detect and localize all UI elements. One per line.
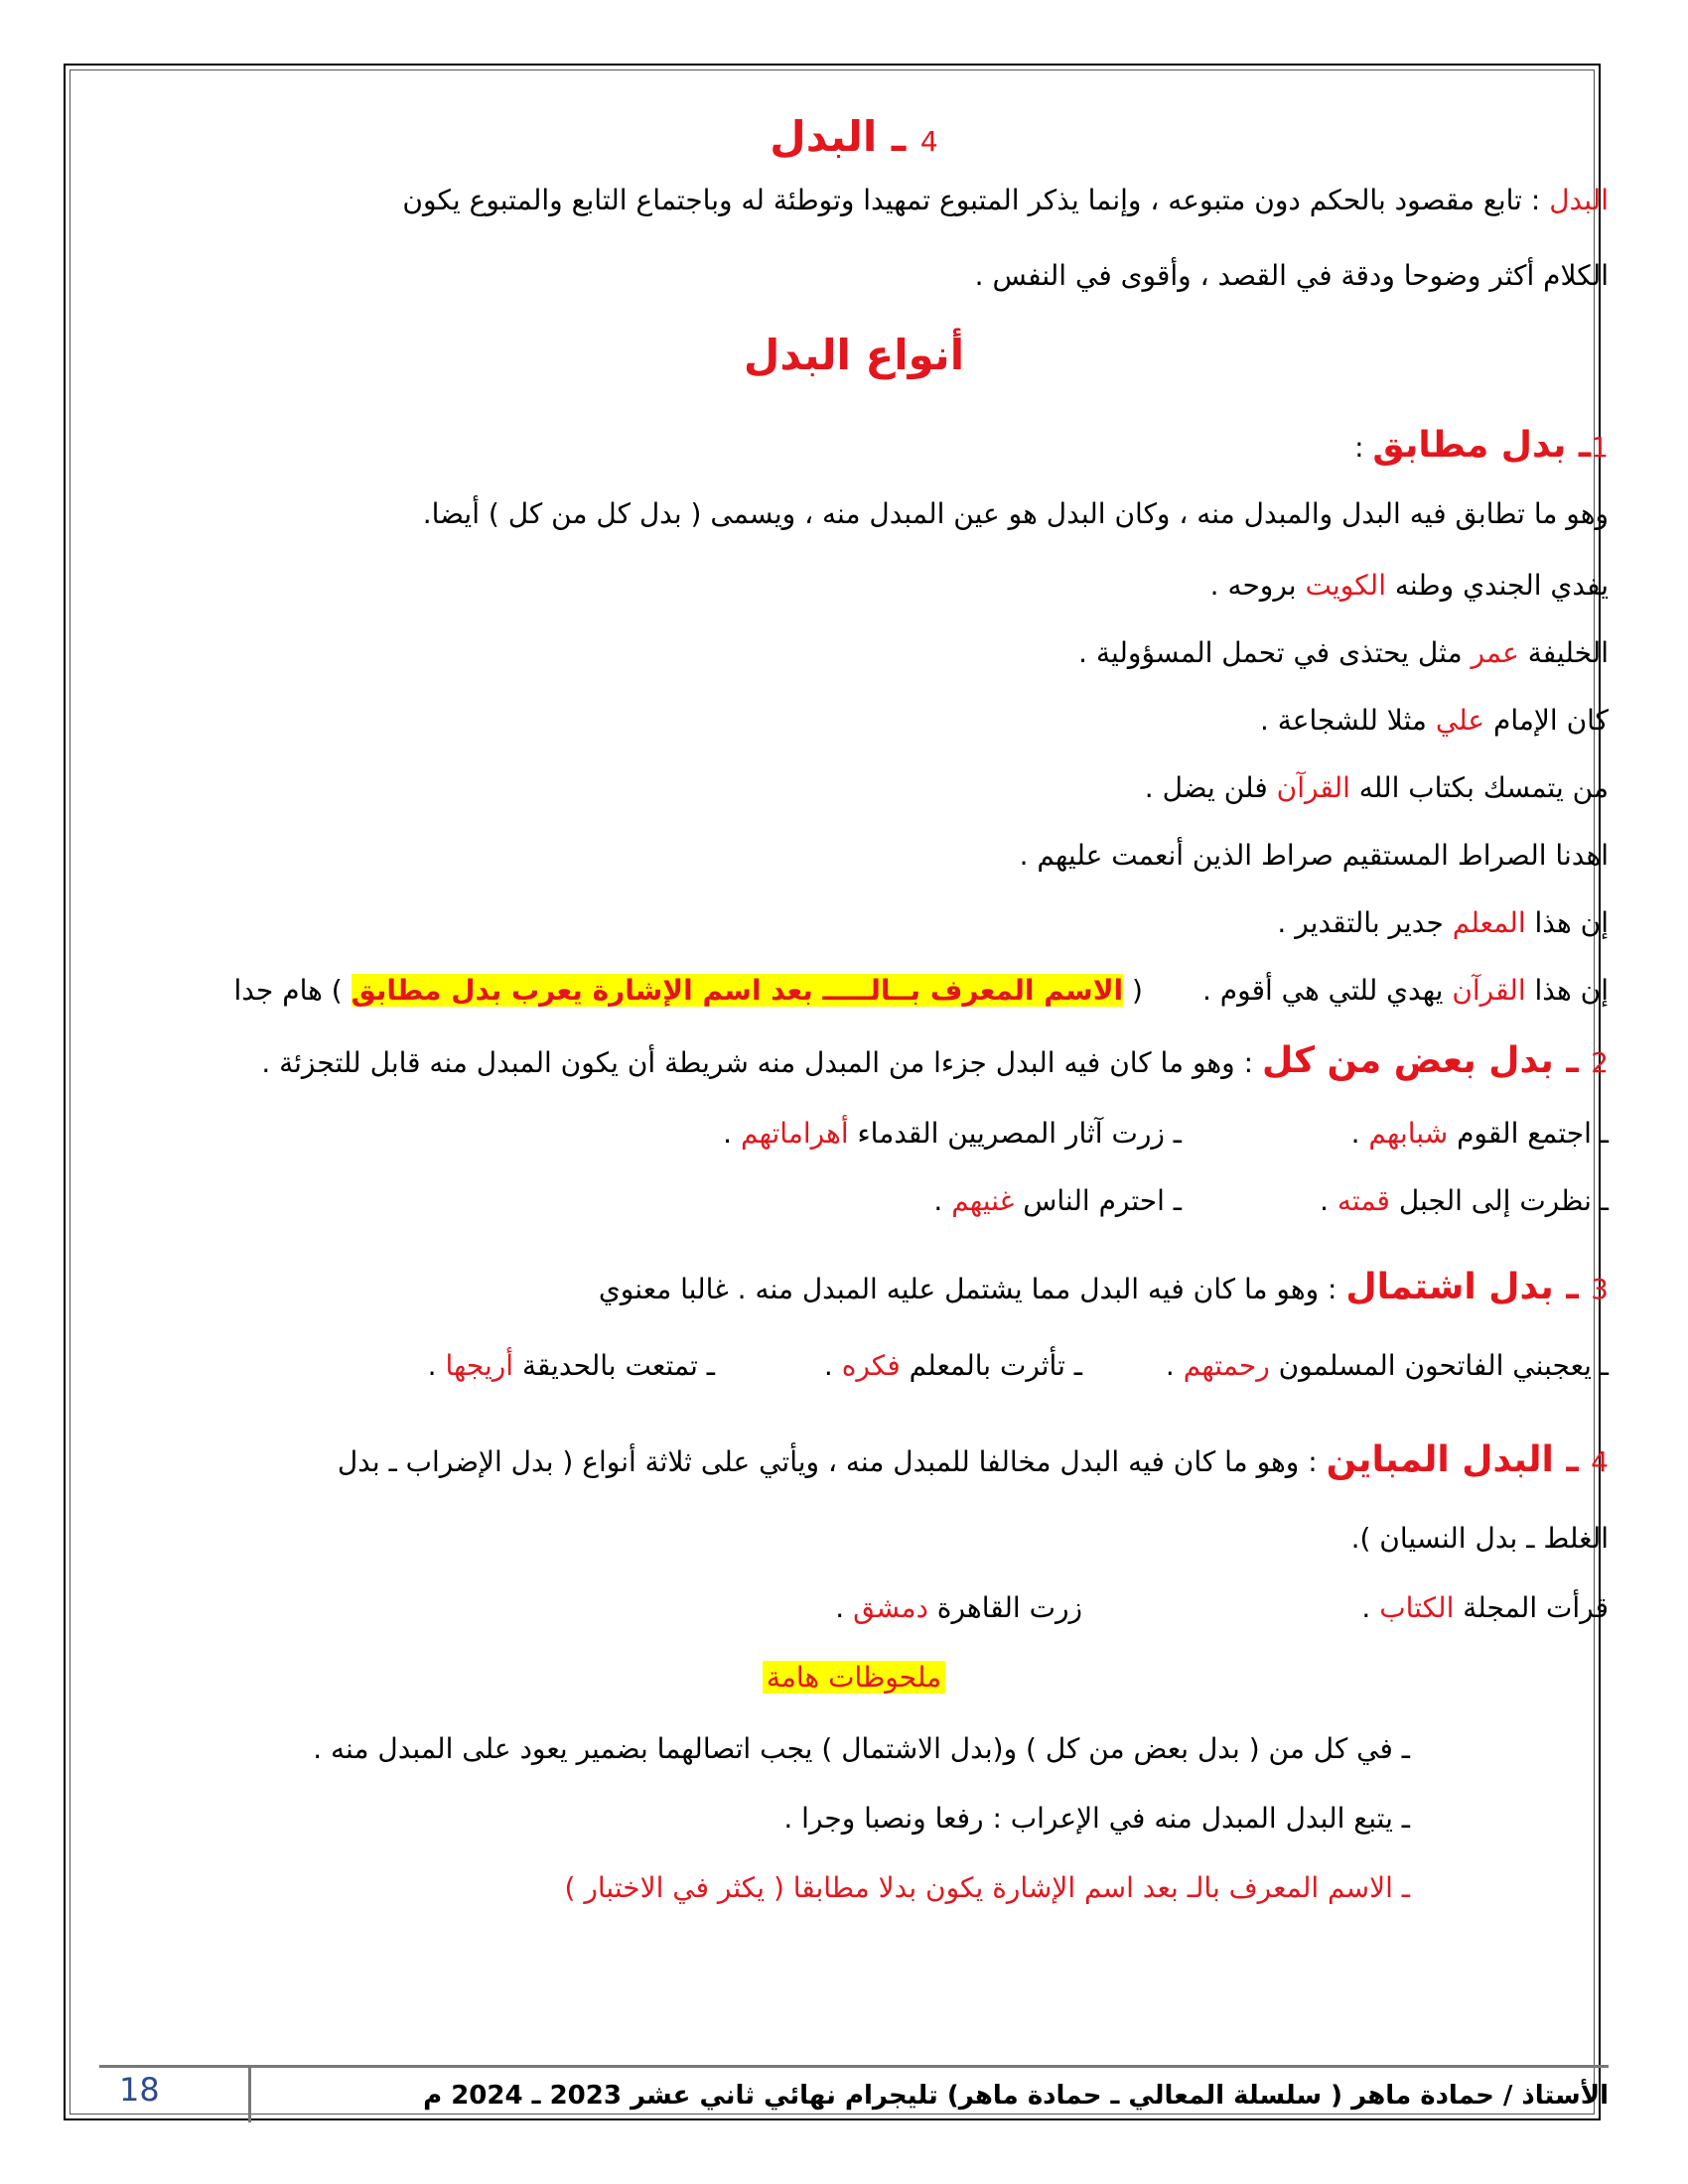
type4-example-1 [1361, 1586, 1609, 1630]
example-text: . [1361, 1591, 1380, 1624]
example-highlight: المعلم [1452, 906, 1526, 939]
example-text: . [723, 1117, 741, 1150]
page-number: 18 [119, 2071, 160, 2109]
important-note: هام جدا [233, 974, 332, 1007]
type3-number: 3 [1591, 1273, 1609, 1305]
type4-title: ـ البدل المباين [1326, 1439, 1592, 1480]
example-text: قرأت المجلة [1454, 1591, 1609, 1624]
type3-desc: : وهو ما كان فيه البدل مما يشتمل عليه المبدل منه . غالبا معنوي [598, 1273, 1346, 1305]
example-text: ـ تمتعت بالحديقة [513, 1349, 715, 1382]
example-text: يفدي الجندي وطنه [1386, 569, 1609, 602]
note-2 [99, 1797, 1609, 1841]
type3-heading [99, 1263, 1609, 1314]
example-highlight: فكره [841, 1349, 901, 1382]
type1-desc-text: وهو ما تطابق فيه البدل والمبدل منه ، وكان البدل هو عين المبدل منه ، ويسمى ( بدل كل من كل ) أيضا. [422, 497, 1609, 530]
type1-example-6 [99, 901, 1609, 945]
definition-line-1 [99, 179, 1609, 222]
document-page [99, 0, 1609, 2184]
main-title [99, 107, 1609, 172]
example-text: . [823, 1349, 842, 1382]
important-rule-highlight: الاسم المعرف بــالـــــ بعد اسم الإشارة يعرب بدل مطابق [351, 974, 1124, 1007]
type4-desc-1: : وهو ما كان فيه البدل مخالفا للمبدل منه ، ويأتي على ثلاثة أنواع ( بدل الإضراب ـ بدل [337, 1445, 1327, 1478]
type1-desc [99, 492, 1609, 536]
example-text: الخليفة [1518, 636, 1609, 669]
example-text: إن هذا [1525, 906, 1609, 939]
example-text: . [427, 1349, 446, 1382]
type1-colon: : [1354, 431, 1373, 464]
type3-example-1 [1166, 1344, 1609, 1388]
type3-example-2 [824, 1344, 1082, 1388]
type1-example-2 [99, 631, 1609, 675]
example-text: اهدنا الصراط المستقيم صراط الذين أنعمت عليهم . [1019, 839, 1609, 872]
type2-number: 2 [1591, 1046, 1609, 1079]
type2-example-3 [1320, 1179, 1609, 1223]
notes-heading [99, 1654, 1609, 1702]
example-highlight: غنيهم [951, 1184, 1015, 1217]
type2-title: ـ بدل بعض من كل [1261, 1040, 1592, 1081]
example-text: . [933, 1184, 952, 1217]
example-highlight: القرآن [1452, 974, 1526, 1007]
definition-text-2: الكلام أكثر وضوحا ودقة في القصد ، وأقوى في النفس . [974, 259, 1609, 292]
example-text: من يتمسك بكتاب الله [1349, 771, 1609, 804]
example-text: فلن يضل . [1144, 771, 1277, 804]
example-highlight: قمته [1336, 1184, 1390, 1217]
type1-example-1 [99, 564, 1609, 608]
example-text: مثل يحتذى في تحمل المسؤولية . [1078, 636, 1472, 669]
example-text: ـ يعجبني الفاتحون المسلمون [1269, 1349, 1609, 1382]
example-text: ـ زرت آثار المصريين القدماء [848, 1117, 1182, 1150]
paren-open: ( [1123, 974, 1143, 1007]
example-highlight: القرآن [1276, 771, 1350, 804]
footer-text: الأستاذ / حمادة ماهر ( سلسلة المعالي ـ حمادة ماهر) تليجرام نهائي ثاني عشر 2023 ـ 2024 م [423, 2081, 1609, 2111]
note-1-text: ـ في كل من ( بدل بعض من كل ) و(بدل الاشتمال ) يجب اتصالهما بضمير يعود على المبدل منه . [313, 1732, 1410, 1765]
example-text: زرت القاهرة [927, 1591, 1082, 1624]
example-highlight: علي [1435, 704, 1485, 737]
example-highlight: أهراماتهم [740, 1117, 849, 1150]
example-text: ـ احترم الناس [1014, 1184, 1182, 1217]
footer-separator [248, 2067, 251, 2122]
type2-example-2 [723, 1112, 1182, 1156]
example-highlight: عمر [1471, 636, 1519, 669]
type1-example-3 [99, 699, 1609, 743]
type1-number: 1 [1591, 431, 1609, 464]
footer-rule [99, 2065, 1609, 2068]
example-text: مثلا للشجاعة . [1259, 704, 1436, 737]
definition-text-1: : تابع مقصود بالحكم دون متبوعه ، وإنما يذكر المتبوع تمهيدا وتوطئة له وباجتماع التابع والمتبوع يكون [402, 184, 1550, 216]
type4-number: 4 [1591, 1445, 1609, 1478]
title-dash: ـ [877, 112, 920, 161]
example-text: ـ اجتمع القوم [1448, 1117, 1609, 1150]
types-heading-text: أنواع البدل [743, 331, 965, 379]
example-text: بروحه . [1209, 569, 1306, 602]
notes-heading-text: ملحوظات هامة [763, 1661, 945, 1694]
example-text: إن هذا [1525, 974, 1609, 1007]
example-text: كان الإمام [1484, 704, 1609, 737]
example-highlight: أريجها [445, 1349, 514, 1382]
example-text: . [835, 1591, 854, 1624]
example-highlight: دمشق [853, 1591, 928, 1624]
example-text: . [1165, 1349, 1184, 1382]
example-highlight: رحمتهم [1183, 1349, 1270, 1382]
paren-close: ) [331, 974, 352, 1007]
type2-example-1 [1351, 1112, 1609, 1156]
type4-desc-2: الغلط ـ بدل النسيان ). [1350, 1522, 1609, 1555]
example-text: جدير بالتقدير . [1277, 906, 1453, 939]
type1-example-4 [99, 766, 1609, 810]
type4-desc-line-2 [99, 1517, 1609, 1561]
example-text: يهدي للتي هي أقوم . [1201, 974, 1453, 1007]
example-text: . [1320, 1184, 1337, 1217]
definition-term: البدل [1549, 184, 1609, 216]
note-3 [99, 1866, 1609, 1910]
note-1 [99, 1727, 1609, 1771]
type1-example-5 [99, 834, 1609, 878]
type3-title: ـ بدل اشتمال [1345, 1267, 1592, 1307]
type4-example-2 [835, 1586, 1082, 1630]
example-highlight: الكويت [1305, 569, 1386, 602]
type1-example-last [99, 969, 1609, 1013]
note-3-text: ـ الاسم المعرف بالـ بعد اسم الإشارة يكون بدلا مطابقا ( يكثر في الاختبار ) [564, 1871, 1410, 1904]
example-highlight: شبابهم [1368, 1117, 1449, 1150]
type1-title: ـ بدل مطابق [1372, 425, 1592, 466]
note-2-text: ـ يتبع البدل المبدل منه في الإعراب : رفعا ونصبا وجرا . [783, 1802, 1410, 1835]
type2-heading [99, 1036, 1609, 1088]
type2-desc: : وهو ما كان فيه البدل جزءا من المبدل منه شريطة أن يكون المبدل منه قابل للتجزئة . [261, 1046, 1262, 1079]
type3-example-3 [428, 1344, 715, 1388]
type2-example-4 [933, 1179, 1182, 1223]
title-text: البدل [770, 112, 878, 161]
example-text: ـ تأثرت بالمعلم [900, 1349, 1082, 1382]
type4-heading [99, 1435, 1609, 1487]
definition-line-2 [99, 254, 1609, 298]
title-number: 4 [919, 125, 938, 158]
example-highlight: الكتاب [1379, 1591, 1455, 1624]
example-text: . [1350, 1117, 1369, 1150]
type1-heading [99, 421, 1609, 473]
example-text: ـ نظرت إلى الجبل [1389, 1184, 1609, 1217]
types-heading [99, 326, 1609, 390]
